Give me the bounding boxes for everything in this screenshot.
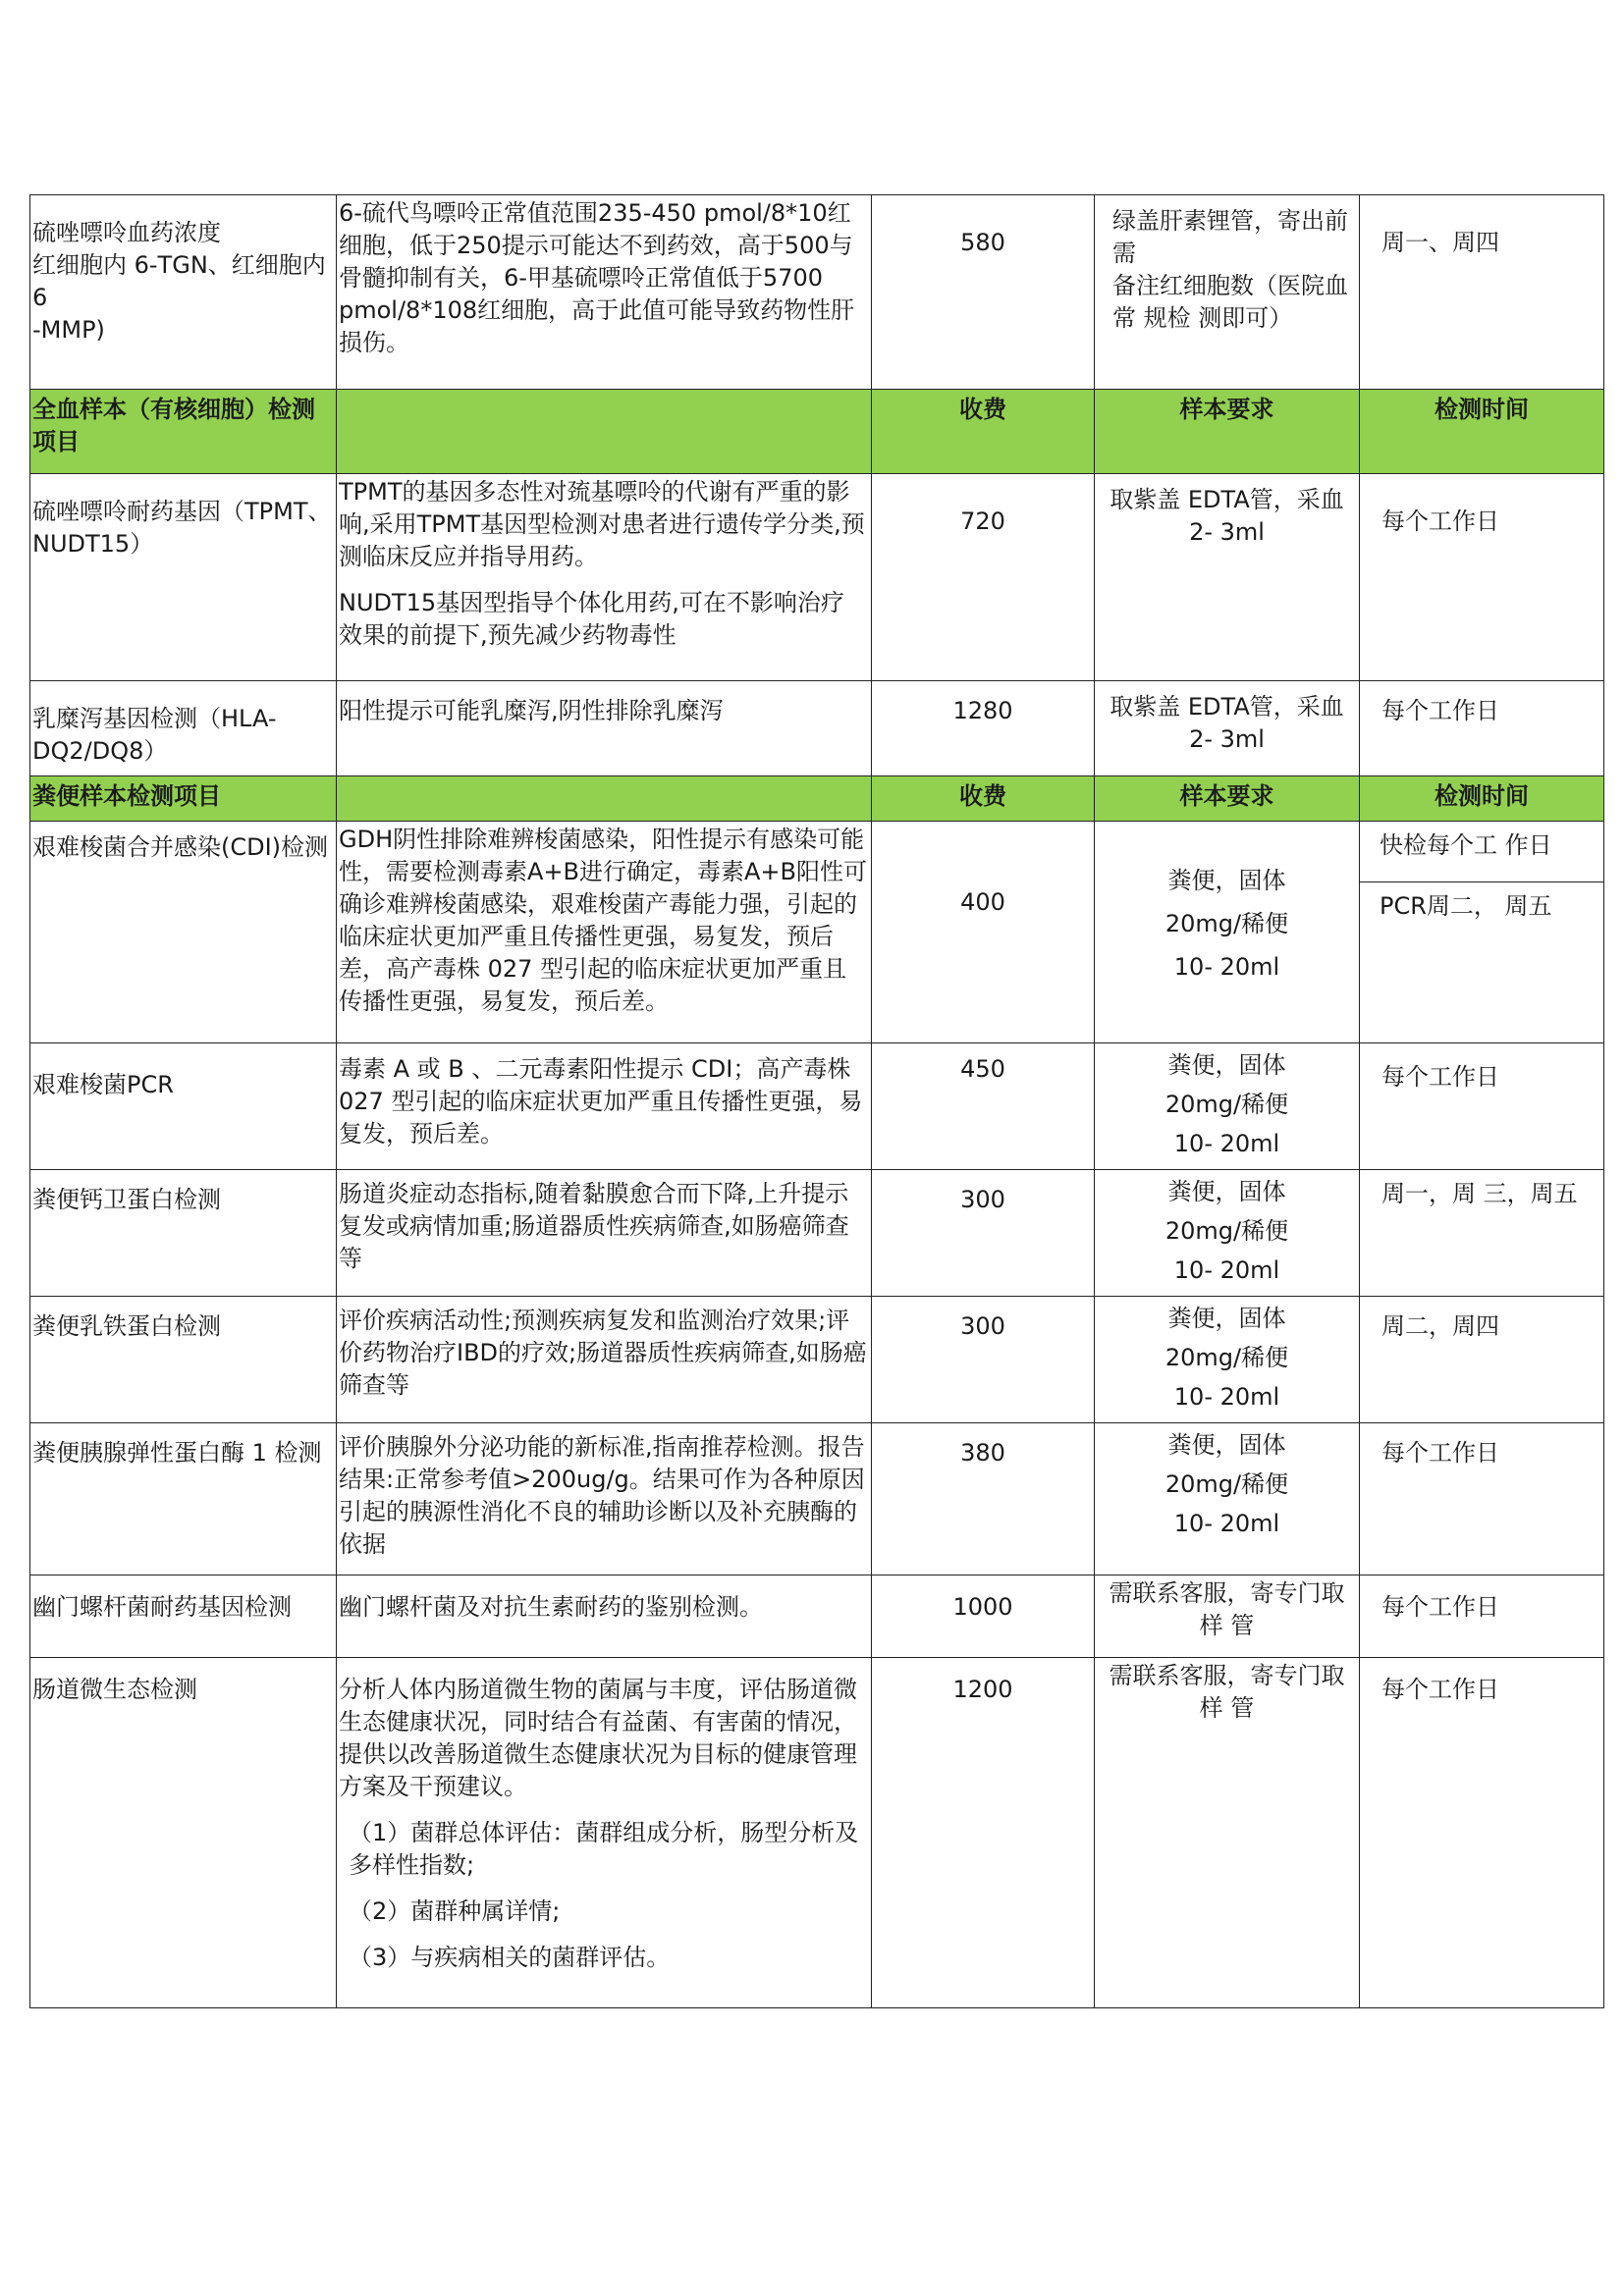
item-description: 幽门螺杆菌及对抗生素耐药的鉴别检测。 xyxy=(337,1575,872,1658)
item-sample: 粪便，固体 20mg/稀便 10- 20ml xyxy=(1095,822,1360,1043)
item-fee: 450 xyxy=(872,1043,1095,1170)
item-fee: 380 xyxy=(872,1423,1095,1575)
table-row xyxy=(30,1658,1604,2008)
item-description: 评价疾病活动性;预测疾病复发和监测治疗效果;评价药物治疗IBD的疗效;肠道器质性疾病筛查,如肠癌筛查等 xyxy=(337,1297,872,1423)
table-row xyxy=(30,1297,1604,1423)
item-sample: 取紫盖 EDTA管，采血2- 3ml xyxy=(1095,681,1360,776)
item-time xyxy=(1360,822,1604,1043)
item-description xyxy=(337,1658,872,2008)
table-row xyxy=(30,1575,1604,1658)
test-items-table xyxy=(29,194,1604,2008)
table-row xyxy=(30,195,1604,390)
item-name: 粪便乳铁蛋白检测 xyxy=(30,1297,337,1423)
time-quick: 快检每个工 作日 xyxy=(1380,831,1552,859)
column-header-fee: 收费 xyxy=(872,776,1095,822)
section-header-stool xyxy=(30,776,1604,822)
desc-paragraph: （2）菌群种属详情; xyxy=(349,1897,561,1925)
item-sample: 粪便，固体 20mg/稀便 10- 20ml xyxy=(1095,1297,1360,1423)
section-title: 粪便样本检测项目 xyxy=(30,776,337,822)
item-time: 周一，周 三，周五 xyxy=(1360,1170,1604,1297)
table-row xyxy=(30,1423,1604,1575)
item-fee: 1000 xyxy=(872,1575,1095,1658)
column-header-time: 检测时间 xyxy=(1360,390,1604,474)
item-sample: 绿盖肝素锂管，寄出前需 备注红细胞数（医院血常 规检 测即可） xyxy=(1095,195,1360,390)
item-description: 肠道炎症动态指标,随着黏膜愈合而下降,上升提示复发或病情加重;肠道器质性疾病筛查,如肠癌筛查等 xyxy=(337,1170,872,1297)
column-header-sample: 样本要求 xyxy=(1095,390,1360,474)
item-description: 毒素 A 或 B 、二元毒素阳性提示 CDI；高产毒株 027 型引起的临床症状更加严重且传播性更强，易复发，预后差。 xyxy=(337,1043,872,1170)
item-time: 周一、周四 xyxy=(1360,195,1604,390)
item-fee: 300 xyxy=(872,1297,1095,1423)
item-fee: 580 xyxy=(872,195,1095,390)
item-name: 硫唑嘌呤耐药基因（TPMT、NUDT15） xyxy=(30,474,337,681)
item-name: 乳糜泻基因检测（HLA-DQ2/DQ8） xyxy=(30,681,337,776)
item-fee: 720 xyxy=(872,474,1095,681)
item-name: 粪便钙卫蛋白检测 xyxy=(30,1170,337,1297)
item-name: 硫唑嘌呤血药浓度 红细胞内 6-TGN、红细胞内6 -MMP) xyxy=(30,195,337,390)
desc-paragraph: TPMT的基因多态性对巯基嘌呤的代谢有严重的影响,采用TPMT基因型检测对患者进行遗传学分类,预测临床反应并指导用药。 xyxy=(339,478,865,570)
section-blank xyxy=(337,776,872,822)
section-title: 全血样本（有核细胞）检测项目 xyxy=(30,390,337,474)
column-header-time: 检测时间 xyxy=(1360,776,1604,822)
item-name: 艰难梭菌PCR xyxy=(30,1043,337,1170)
item-name: 肠道微生态检测 xyxy=(30,1658,337,2008)
item-time: 每个工作日 xyxy=(1360,1575,1604,1658)
item-fee: 400 xyxy=(872,822,1095,1043)
item-name: 幽门螺杆菌耐药基因检测 xyxy=(30,1575,337,1658)
item-sample: 粪便，固体 20mg/稀便 10- 20ml xyxy=(1095,1043,1360,1170)
desc-paragraph: （3）与疾病相关的菌群评估。 xyxy=(349,1944,671,1971)
item-description: GDH阴性排除难辨梭菌感染，阳性提示有感染可能性，需要检测毒素A+B进行确定，毒素A+B阳性可确诊难辨梭菌感染，艰难梭菌产毒能力强，引起的临床症状更加严重且传播性更强，易复发，预后差，高产毒株 027 型引起的临床症状更加严重且传播性更强，易复发，预后差。 xyxy=(337,822,872,1043)
item-fee: 1200 xyxy=(872,1658,1095,2008)
item-description: 评价胰腺外分泌功能的新标准,指南推荐检测。报告结果:正常参考值>200ug/g。结果可作为各种原因引起的胰源性消化不良的辅助诊断以及补充胰酶的依据 xyxy=(337,1423,872,1575)
column-header-sample: 样本要求 xyxy=(1095,776,1360,822)
table-row xyxy=(30,1170,1604,1297)
time-pcr: PCR周二， 周五 xyxy=(1360,881,1603,931)
table-row xyxy=(30,474,1604,681)
item-name: 艰难梭菌合并感染(CDI)检测 xyxy=(30,822,337,1043)
item-name: 粪便胰腺弹性蛋白酶 1 检测 xyxy=(30,1423,337,1575)
item-time: 周二，周四 xyxy=(1360,1297,1604,1423)
column-header-fee: 收费 xyxy=(872,390,1095,474)
section-blank xyxy=(337,390,872,474)
item-time: 每个工作日 xyxy=(1360,1043,1604,1170)
item-sample: 取紫盖 EDTA管，采血2- 3ml xyxy=(1095,474,1360,681)
item-time: 每个工作日 xyxy=(1360,1423,1604,1575)
desc-paragraph: 分析人体内肠道微生物的菌属与丰度，评估肠道微生态健康状况，同时结合有益菌、有害菌的情况，提供以改善肠道微生态健康状况为目标的健康管理方案及干预建议。 xyxy=(339,1676,857,1800)
item-description xyxy=(337,474,872,681)
item-fee: 1280 xyxy=(872,681,1095,776)
item-time: 每个工作日 xyxy=(1360,681,1604,776)
item-time: 每个工作日 xyxy=(1360,474,1604,681)
table-row xyxy=(30,822,1604,1043)
desc-paragraph: NUDT15基因型指导个体化用药,可在不影响治疗效果的前提下,预先减少药物毒性 xyxy=(339,589,844,649)
section-header-whole-blood xyxy=(30,390,1604,474)
table-row xyxy=(30,1043,1604,1170)
item-sample: 需联系客服，寄专门取样 管 xyxy=(1095,1658,1360,2008)
item-sample: 粪便，固体 20mg/稀便 10- 20ml xyxy=(1095,1170,1360,1297)
desc-paragraph: （1）菌群总体评估：菌群组成分析，肠型分析及多样性指数; xyxy=(349,1819,859,1879)
table-row xyxy=(30,681,1604,776)
item-fee: 300 xyxy=(872,1170,1095,1297)
item-sample: 需联系客服，寄专门取样 管 xyxy=(1095,1575,1360,1658)
item-description: 阳性提示可能乳糜泻,阴性排除乳糜泻 xyxy=(337,681,872,776)
item-sample: 粪便，固体 20mg/稀便 10- 20ml xyxy=(1095,1423,1360,1575)
item-time: 每个工作日 xyxy=(1360,1658,1604,2008)
item-description: 6-硫代鸟嘌呤正常值范围235-450 pmol/8*10红细胞，低于250提示可能达不到药效，高于500与骨髓抑制有关，6-甲基硫嘌呤正常值低于5700 pmol/8*108红细胞，高于此值可能导致药物性肝损伤。 xyxy=(337,195,872,390)
